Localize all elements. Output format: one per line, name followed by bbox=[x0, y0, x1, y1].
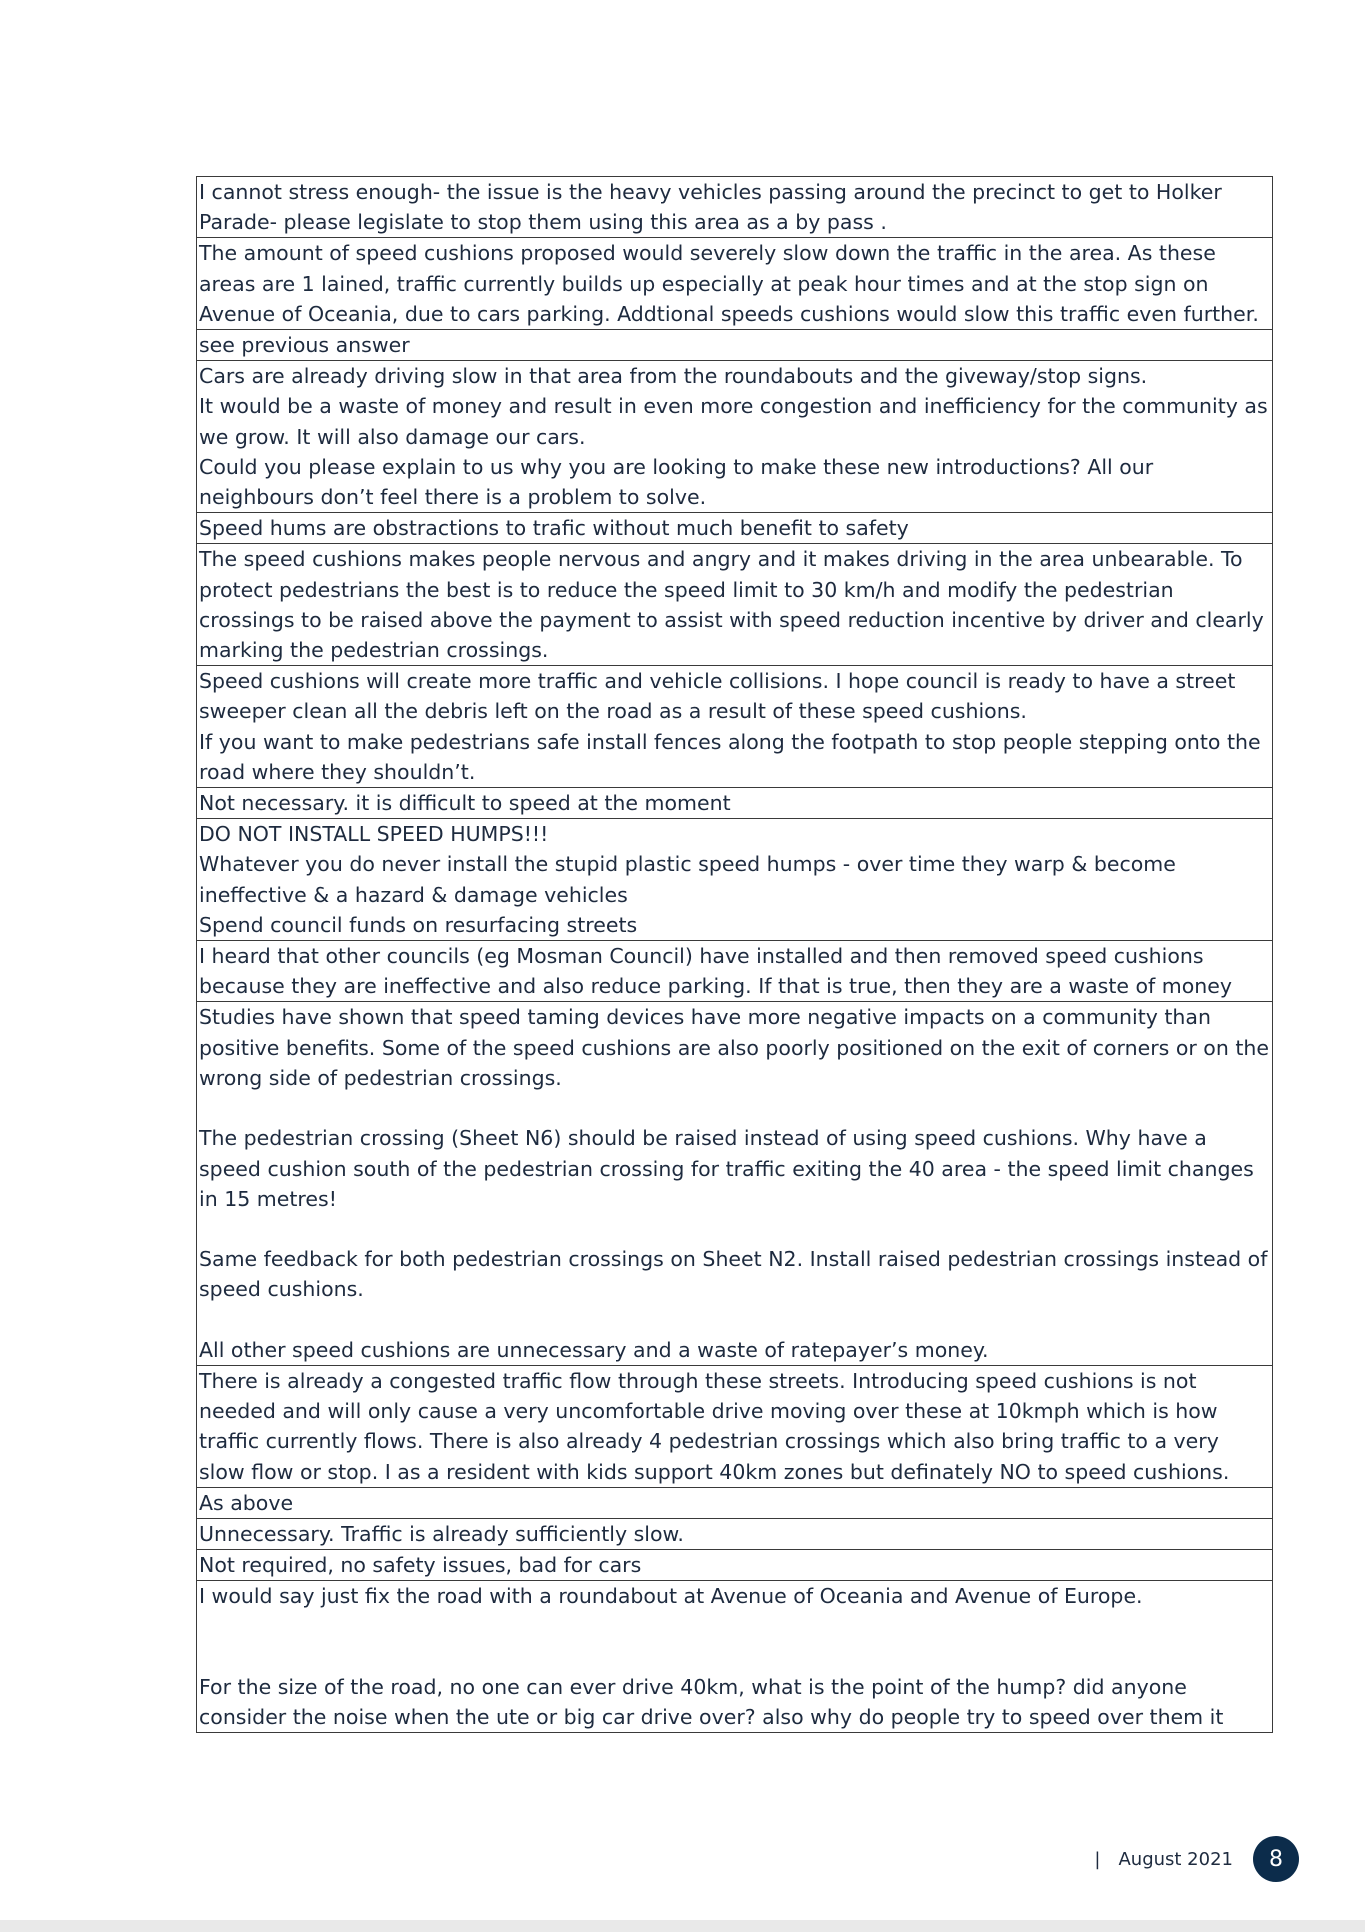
response-cell: There is already a congested traffic flow through these streets. Introducing speed cushions is not needed and will only cause a very uncomfortable drive moving over these at 10kmph which is how traffic currently flows. There is also already 4 pedestrian crossings which also bring traffic to a very slow flow or stop. I as a resident with kids support 40km zones but definately NO to speed cushions. bbox=[197, 1365, 1273, 1487]
table-row bbox=[197, 1487, 1273, 1518]
table-row bbox=[197, 1002, 1273, 1365]
response-cell: Studies have shown that speed taming devices have more negative impacts on a community than positive benefits. Some of the speed cushions are also poorly positioned on the exit of corners or on the wrong side of pedestrian crossings. The pedestrian crossing (Sheet N6) should be raised instead of using speed cushions. Why have a speed cushion south of the pedestrian crossing for traffic exiting the 40 area - the speed limit changes in 15 metres! Same feedback for both pedestrian crossings on Sheet N2. Install raised pedestrian crossings instead of speed cushions. All other speed cushions are unnecessary and a waste of ratepayer’s money. bbox=[197, 1002, 1273, 1365]
response-cell: see previous answer bbox=[197, 330, 1273, 361]
page-bottom-edge bbox=[0, 1920, 1365, 1932]
table-row bbox=[197, 788, 1273, 819]
table-row bbox=[197, 1518, 1273, 1549]
footer-separator: | bbox=[1094, 1848, 1101, 1870]
table-row bbox=[197, 819, 1273, 941]
table-row bbox=[197, 1581, 1273, 1733]
response-cell: Not required, no safety issues, bad for cars bbox=[197, 1550, 1273, 1581]
table-row bbox=[197, 177, 1273, 238]
response-cell: Speed hums are obstractions to trafic without much benefit to safety bbox=[197, 513, 1273, 544]
table-row bbox=[197, 513, 1273, 544]
response-cell: The amount of speed cushions proposed would severely slow down the traffic in the area. As these areas are 1 lained, traffic currently builds up especially at peak hour times and at the stop sign on Avenue of Oceania, due to cars parking. Addtional speeds cushions would slow this traffic even further. bbox=[197, 238, 1273, 330]
response-cell: I heard that other councils (eg Mosman Council) have installed and then removed speed cushions because they are ineffective and also reduce parking. If that is true, then they are a waste of money bbox=[197, 941, 1273, 1002]
table-row bbox=[197, 1365, 1273, 1487]
response-cell: I would say just fix the road with a roundabout at Avenue of Oceania and Avenue of Europe. For the size of the road, no one can ever drive 40km, what is the point of the hump? did anyone consider the noise when the ute or big car drive over? also why do people try to speed over them it bbox=[197, 1581, 1273, 1733]
responses-table bbox=[196, 176, 1273, 1733]
table-row bbox=[197, 238, 1273, 330]
response-cell: Unnecessary. Traffic is already sufficiently slow. bbox=[197, 1518, 1273, 1549]
response-cell: Cars are already driving slow in that area from the roundabouts and the giveway/stop signs. It would be a waste of money and result in even more congestion and inefficiency for the community as we grow. It will also damage our cars. Could you please explain to us why you are looking to make these new introductions? All our neighbours don’t feel there is a problem to solve. bbox=[197, 361, 1273, 513]
footer-date: August 2021 bbox=[1118, 1848, 1233, 1870]
response-cell: Speed cushions will create more traffic and vehicle collisions. I hope council is ready to have a street sweeper clean all the debris left on the road as a result of these speed cushions. If you want to make pedestrians safe install fences along the footpath to stop people stepping onto the road where they shouldn’t. bbox=[197, 666, 1273, 788]
response-cell: Not necessary. it is difficult to speed at the moment bbox=[197, 788, 1273, 819]
page-footer bbox=[1094, 1836, 1299, 1882]
table-row bbox=[197, 666, 1273, 788]
table-row bbox=[197, 1550, 1273, 1581]
response-cell: DO NOT INSTALL SPEED HUMPS!!! Whatever you do never install the stupid plastic speed humps - over time they warp & become ineffective & a hazard & damage vehicles Spend council funds on resurfacing streets bbox=[197, 819, 1273, 941]
response-cell: The speed cushions makes people nervous and angry and it makes driving in the area unbearable. To protect pedestrians the best is to reduce the speed limit to 30 km/h and modify the pedestrian crossings to be raised above the payment to assist with speed reduction incentive by driver and clearly marking the pedestrian crossings. bbox=[197, 544, 1273, 666]
response-cell: As above bbox=[197, 1487, 1273, 1518]
response-cell: I cannot stress enough- the issue is the heavy vehicles passing around the precinct to get to Holker Parade- please legislate to stop them using this area as a by pass . bbox=[197, 177, 1273, 238]
page-number-badge: 8 bbox=[1253, 1836, 1299, 1882]
table-row bbox=[197, 330, 1273, 361]
table-row bbox=[197, 544, 1273, 666]
table-row bbox=[197, 361, 1273, 513]
table-row bbox=[197, 941, 1273, 1002]
